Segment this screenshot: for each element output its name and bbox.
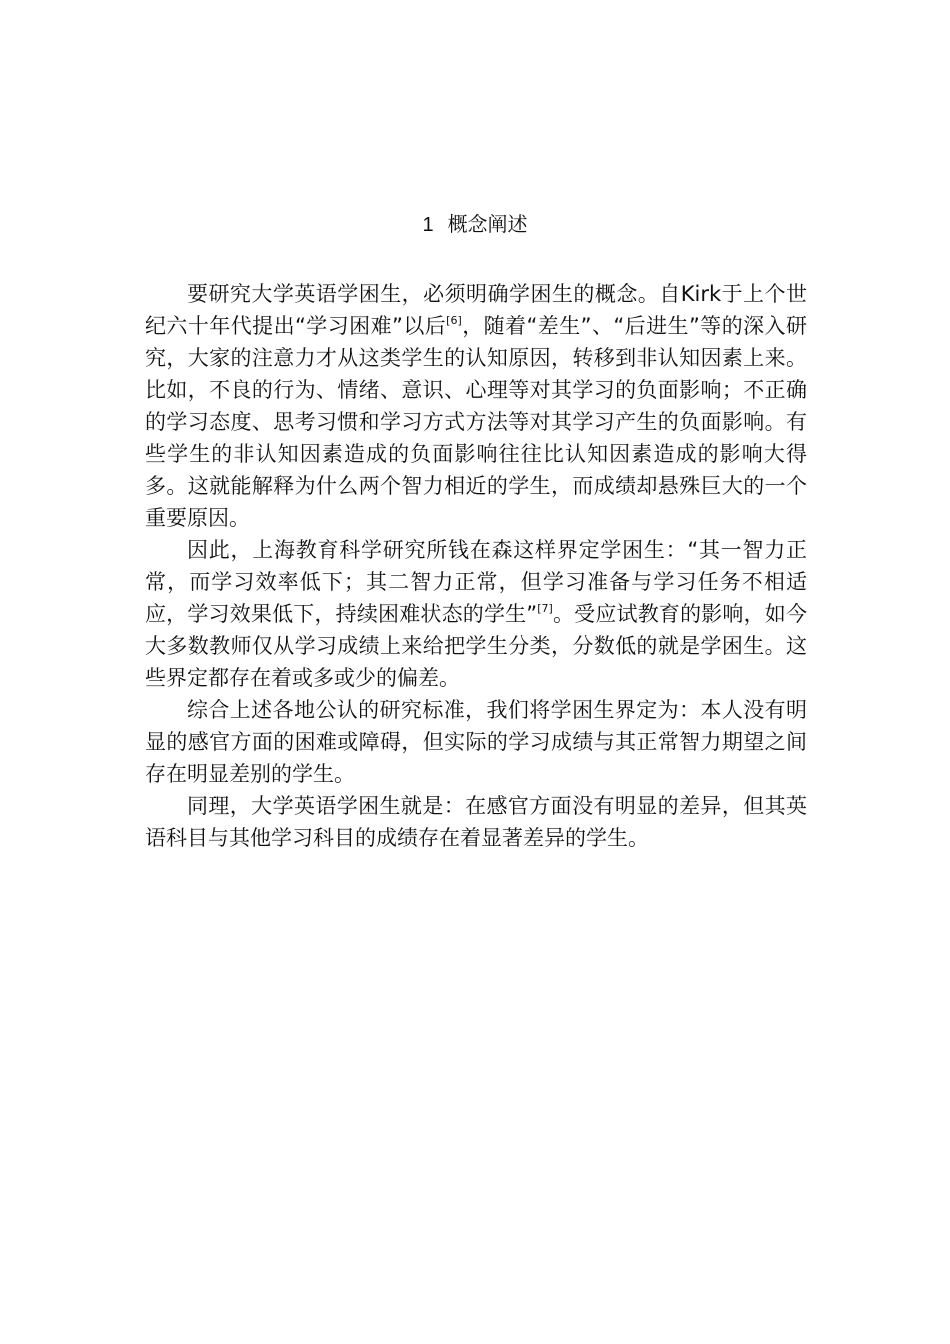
paragraph-3: 综合上述各地公认的研究标准，我们将学困生界定为：本人没有明显的感官方面的困难或障碍，但实际的学习成绩与其正常智力期望之间存在明显差别的学生。	[145, 698, 807, 786]
section-heading	[0, 210, 950, 240]
paragraph-1: 要研究大学英语学困生，必须明确学困生的概念。自Kirk于上个世纪六十年代提出“学习困难”以后[6]，随着“差生”、“后进生”等的深入研究，大家的注意力才从这类学生的认知原因，转移到非认知因素上来。比如，不良的行为、情绪、意识、心理等对其学习的负面影响；不正确的学习态度、思考习惯和学习方式方法等对其学习产生的负面影响。有些学生的非认知因素造成的负面影响往往比认知因素造成的影响大得多。这就能解释为什么两个智力相近的学生，而成绩却悬殊巨大的一个重要原因。	[145, 282, 807, 530]
body-text	[145, 278, 807, 854]
paragraph-4: 同理，大学英语学困生就是：在感官方面没有明显的差异，但其英语科目与其他学习科目的成绩存在着显著差异的学生。	[145, 794, 807, 850]
citation-ref: [7]	[537, 602, 553, 615]
section-title: 概念阐述	[447, 214, 528, 236]
citation-ref: [6]	[446, 314, 462, 327]
section-number: 1	[422, 214, 434, 236]
paragraph-2: 因此，上海教育科学研究所钱在森这样界定学困生：“其一智力正常，而学习效率低下；其二智力正常，但学习准备与学习任务不相适应，学习效果低下，持续困难状态的学生”[7]。受应试教育的影响，如今大多数教师仅从学习成绩上来给把学生分类，分数低的就是学困生。这些界定都存在着或多或少的偏差。	[145, 538, 807, 690]
